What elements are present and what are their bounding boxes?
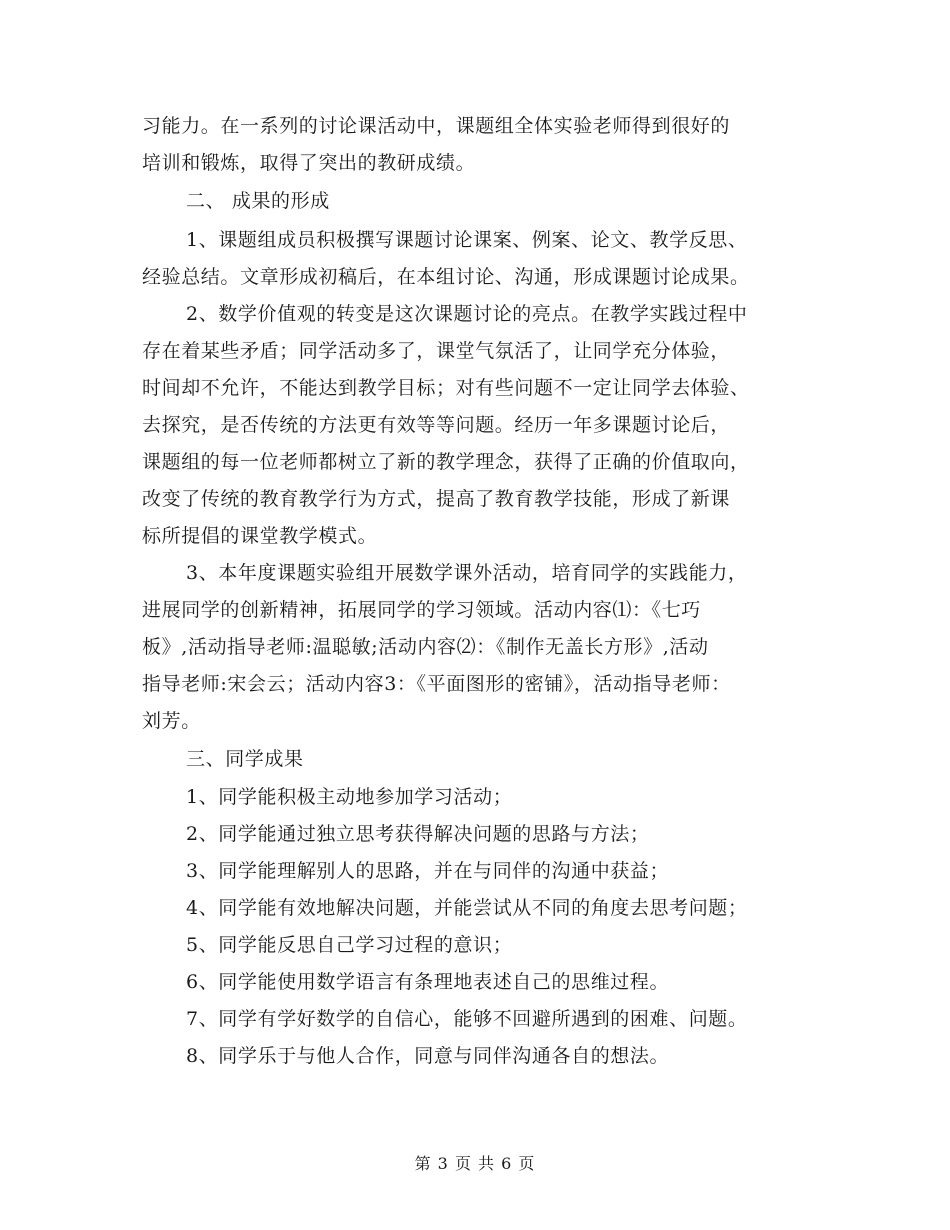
list-item: 2、同学能通过独立思考获得解决问题的思路与方法； bbox=[186, 823, 650, 845]
list-item: 6、同学能使用数学语言有条理地表述自己的思维过程。 bbox=[186, 971, 670, 993]
list-item: 1、同学能积极主动地参加学习活动； bbox=[186, 786, 513, 808]
paragraph-line: 指导老师:宋会云；活动内容3：《平面图形的密铺》，活动指导老师： bbox=[142, 673, 731, 695]
list-item: 3、同学能理解别人的思路，并在与同伴的沟通中获益； bbox=[186, 860, 670, 882]
paragraph-line: 标所提倡的课堂教学模式。 bbox=[142, 525, 378, 547]
paragraph-line: 去探究，是否传统的方法更有效等等问题。经历一年多课题讨论后， bbox=[142, 414, 731, 436]
paragraph-line: 2、数学价值观的转变是这次课题讨论的亮点。在教学实践过程中 bbox=[186, 303, 748, 325]
section-heading: 二、 成果的形成 bbox=[186, 190, 330, 212]
paragraph-line: 课题组的每一位老师都树立了新的教学理念，获得了正确的价值取向， bbox=[142, 451, 750, 473]
paragraph-line: 存在着某些矛盾；同学活动多了，课堂气氛活了，让同学充分体验， bbox=[142, 340, 731, 362]
paragraph-line: 3、本年度课题实验组开展数学课外活动，培育同学的实践能力， bbox=[186, 562, 748, 584]
list-item: 7、同学有学好数学的自信心，能够不回避所遇到的困难、问题。 bbox=[186, 1008, 748, 1030]
list-item: 8、同学乐于与他人合作，同意与同伴沟通各自的想法。 bbox=[186, 1045, 670, 1067]
paragraph-line: 培训和锻炼，取得了突出的教研成绩。 bbox=[142, 152, 476, 174]
paragraph-line: 习能力。在一系列的讨论课活动中，课题组全体实验老师得到很好的 bbox=[142, 115, 731, 137]
list-item: 4、同学能有效地解决问题，并能尝试从不同的角度去思考问题； bbox=[186, 897, 748, 919]
list-item: 5、同学能反思自己学习过程的意识； bbox=[186, 934, 513, 956]
paragraph-line: 进展同学的创新精神，拓展同学的学习领域。活动内容⑴：《七巧 bbox=[142, 599, 701, 621]
paragraph-line: 时间却不允许，不能达到教学目标；对有些问题不一定让同学去体验、 bbox=[142, 377, 750, 399]
paragraph-line: 经验总结。文章形成初稿后，在本组讨论、沟通，形成课题讨论成果。 bbox=[142, 266, 750, 288]
paragraph-line: 板》,活动指导老师:温聪敏;活动内容⑵：《制作无盖长方形》,活动 bbox=[142, 636, 709, 658]
section-heading: 三、同学成果 bbox=[186, 748, 304, 770]
page-number-footer: 第 3 页 共 6 页 bbox=[414, 1154, 536, 1173]
paragraph-line: 改变了传统的教育教学行为方式，提高了教育教学技能，形成了新课 bbox=[142, 488, 731, 510]
paragraph-line: 1、课题组成员积极撰写课题讨论课案、例案、论文、教学反思、 bbox=[186, 229, 748, 251]
paragraph-line: 刘芳。 bbox=[142, 710, 201, 732]
